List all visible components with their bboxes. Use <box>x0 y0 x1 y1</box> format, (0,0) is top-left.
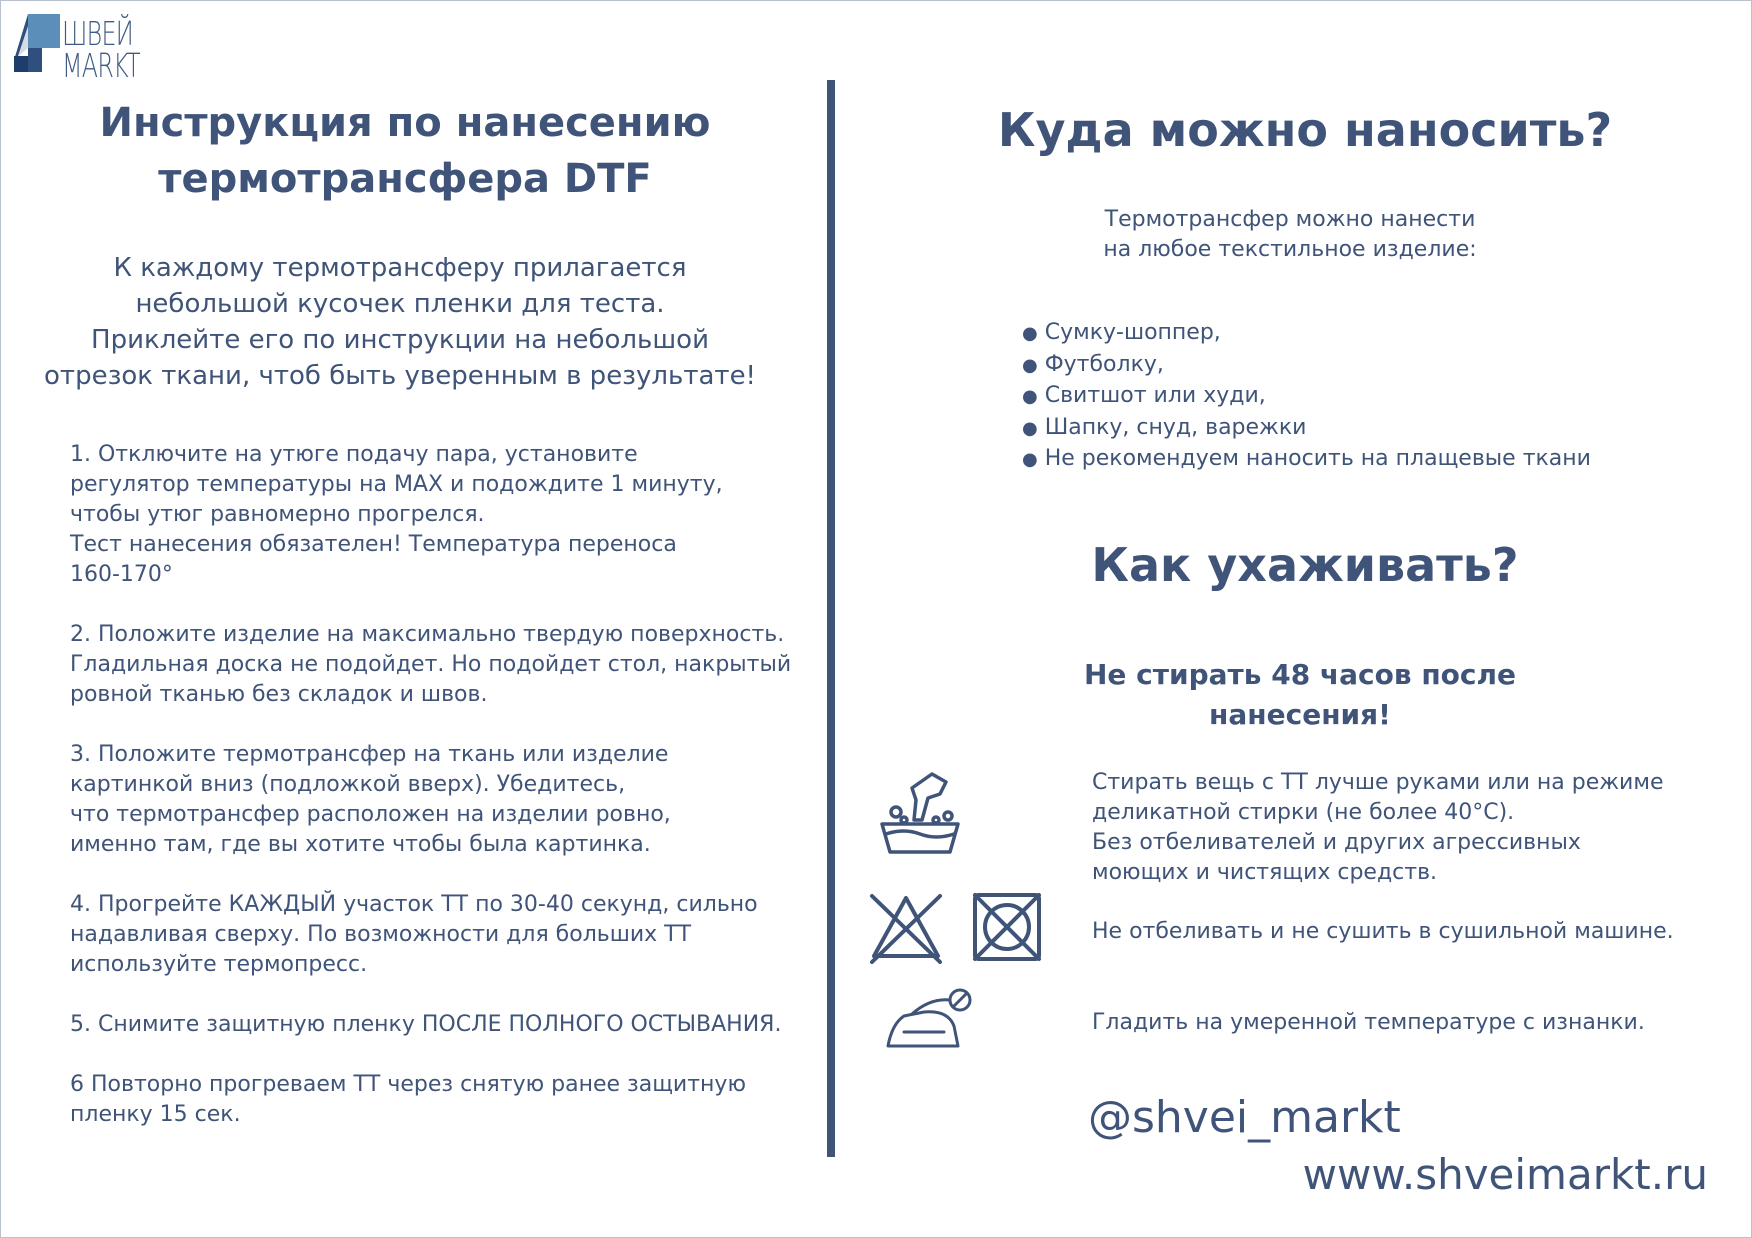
list-item: ● Свитшот или худи, <box>1022 381 1591 413</box>
step-5: 5. Снимите защитную пленку ПОСЛЕ ПОЛНОГО ОСТЫВАНИЯ. <box>70 1012 782 1037</box>
list-item: ● Шапку, снуд, варежки <box>1022 413 1591 445</box>
care-bleach-text: Не отбеливать и не сушить в сушильной машине. <box>1092 919 1674 944</box>
column-divider <box>827 80 835 1157</box>
logo-mark-icon <box>14 12 64 74</box>
care-wash-text: Стирать вещь с ТТ лучше руками или на режиме деликатной стирки (не более 40°C). Без отбеливателей и других агрессивных моющих и чистящих средств. <box>1092 770 1664 885</box>
list-item: ● Сумку-шоппер, <box>1022 318 1591 350</box>
logo-line-2: MARKT <box>62 46 140 85</box>
brand-logo <box>14 12 140 85</box>
website-link[interactable]: www.shveimarkt.ru <box>1302 1150 1708 1199</box>
care-warning: Не стирать 48 часов после нанесения! <box>1083 658 1517 731</box>
step-4: 4. Прогрейте КАЖДЫЙ участок ТТ по 30-40 секунд, сильно надавливая сверху. По возможности для больших ТТ используйте термопресс. <box>70 892 758 977</box>
no-tumble-dry-icon <box>972 892 1042 962</box>
care-iron-text: Гладить на умеренной температуре с изнанки. <box>1092 1010 1645 1035</box>
logo-line-1: ШВЕЙ <box>62 14 133 53</box>
social-handle[interactable]: @shvei_markt <box>1088 1092 1401 1143</box>
iron-icon <box>884 988 974 1052</box>
where-list <box>1022 318 1591 476</box>
steps-list <box>70 440 810 1160</box>
step-3: 3. Положите термотрансфер на ткань или изделие картинкой вниз (подложкой вверх). Убедитесь, что термотрансфер расположен на изделии ровно, именно там, где вы хотите чтобы была картинка. <box>70 742 671 857</box>
instruction-title: Инструкция по нанесению термотрансфера DTF <box>99 100 711 202</box>
where-intro: Термотрансфер можно нанести на любое текстильное изделие: <box>1103 207 1477 262</box>
no-bleach-icon <box>868 892 944 964</box>
list-item: ● Не рекомендуем наносить на плащевые ткани <box>1022 444 1591 476</box>
hand-wash-icon <box>874 768 966 860</box>
intro-text: К каждому термотрансферу прилагается небольшой кусочек пленки для теста. Приклейте его по инструкции на небольшой отрезок ткани, чтоб быть уверенным в результате! <box>44 253 756 391</box>
list-item: ● Футболку, <box>1022 350 1591 382</box>
step-6: 6 Повторно прогреваем ТТ через снятую ранее защитную пленку 15 сек. <box>70 1072 746 1127</box>
step-2: 2. Положите изделие на максимально твердую поверхность. Гладильная доска не подойдет. Но подойдет стол, накрытый ровной тканью без складок и швов. <box>70 622 792 707</box>
step-1: 1. Отключите на утюге подачу пара, установите регулятор температуры на MAX и подождите 1 минуту, чтобы утюг равномерно прогрелся. Тест нанесения обязателен! Температура переноса 160-170° <box>70 442 723 587</box>
care-title: Как ухаживать? <box>1091 538 1519 592</box>
where-title: Куда можно наносить? <box>997 103 1613 157</box>
